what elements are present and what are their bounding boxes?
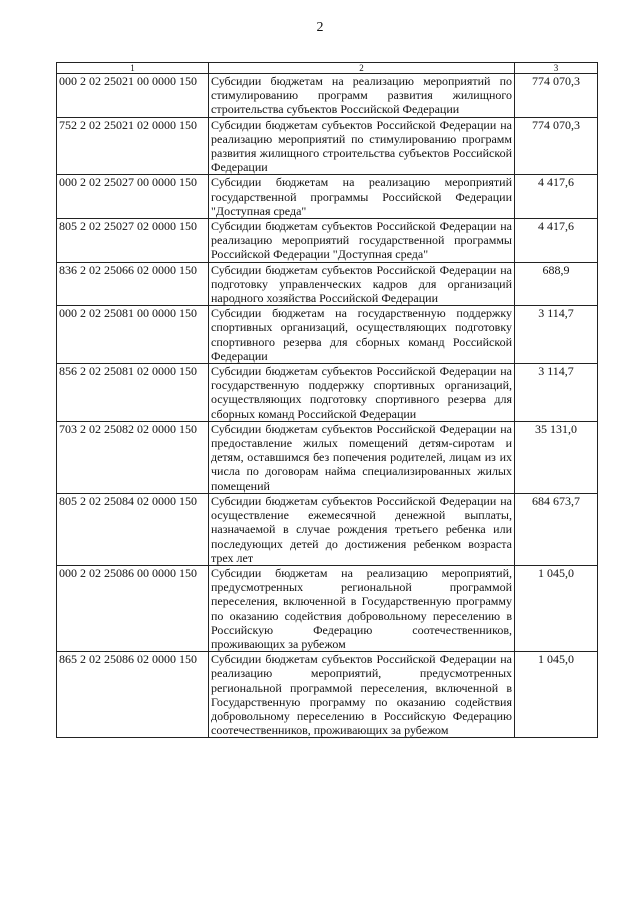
description-cell: Субсидии бюджетам субъектов Российской Федерации на государственную поддержку спортивных организаций, осуществляющих подготовку спортивного резерва для сборных команд Российской Федерации — [209, 364, 515, 422]
table-row — [57, 219, 598, 263]
amount-cell: 684 673,7 — [515, 493, 598, 565]
table-row — [57, 652, 598, 738]
table-row — [57, 364, 598, 422]
amount-cell: 3 114,7 — [515, 306, 598, 364]
budget-code-cell: 865 2 02 25086 02 0000 150 — [57, 652, 209, 738]
table-row — [57, 421, 598, 493]
table-row — [57, 262, 598, 306]
budget-code-cell: 836 2 02 25066 02 0000 150 — [57, 262, 209, 306]
budget-code-cell: 805 2 02 25084 02 0000 150 — [57, 493, 209, 565]
budget-code-cell: 856 2 02 25081 02 0000 150 — [57, 364, 209, 422]
amount-cell: 3 114,7 — [515, 364, 598, 422]
amount-cell: 774 070,3 — [515, 74, 598, 118]
description-cell: Субсидии бюджетам субъектов Российской Федерации на осуществление ежемесячной денежной выплаты, назначаемой в случае рождения третьего ребенка или последующих детей до достижения ребенком возраста трех лет — [209, 493, 515, 565]
budget-code-cell: 703 2 02 25082 02 0000 150 — [57, 421, 209, 493]
table-row — [57, 74, 598, 118]
budget-code-cell: 805 2 02 25027 02 0000 150 — [57, 219, 209, 263]
column-header-code: 1 — [57, 63, 209, 74]
column-header-name: 2 — [209, 63, 515, 74]
description-cell: Субсидии бюджетам на реализацию мероприятий по стимулированию программ развития жилищного строительства субъектов Российской Федерации — [209, 74, 515, 118]
budget-code-cell: 000 2 02 25086 00 0000 150 — [57, 565, 209, 651]
table-row — [57, 493, 598, 565]
header-row — [57, 63, 598, 74]
amount-cell: 1 045,0 — [515, 652, 598, 738]
budget-code-cell: 000 2 02 25027 00 0000 150 — [57, 175, 209, 219]
budget-code-cell: 752 2 02 25021 02 0000 150 — [57, 117, 209, 175]
page-number: 2 — [316, 20, 324, 35]
description-cell: Субсидии бюджетам на реализацию мероприятий государственной программы Российской Федерации "Доступная среда" — [209, 175, 515, 219]
column-header-amount: 3 — [515, 63, 598, 74]
amount-cell: 4 417,6 — [515, 219, 598, 263]
description-cell: Субсидии бюджетам субъектов Российской Федерации на реализацию мероприятий по стимулированию программ развития жилищного строительства субъектов Российской Федерации — [209, 117, 515, 175]
amount-cell: 688,9 — [515, 262, 598, 306]
description-cell: Субсидии бюджетам субъектов Российской Федерации на реализацию мероприятий, предусмотренных региональной программой переселения, включенной в Государственную программу по оказанию содействия добровольному переселению в Российскую Федерацию соотечественников, проживающих за рубежом — [209, 652, 515, 738]
table-row — [57, 306, 598, 364]
amount-cell: 4 417,6 — [515, 175, 598, 219]
budget-table — [56, 62, 598, 738]
budget-code-cell: 000 2 02 25081 00 0000 150 — [57, 306, 209, 364]
budget-table-body — [57, 63, 598, 738]
description-cell: Субсидии бюджетам субъектов Российской Федерации на предоставление жилых помещений детям-сиротам и детям, оставшимся без попечения родителей, лицам из их числа по договорам найма специализированных жилых помещений — [209, 421, 515, 493]
budget-code-cell: 000 2 02 25021 00 0000 150 — [57, 74, 209, 118]
table-row — [57, 565, 598, 651]
amount-cell: 1 045,0 — [515, 565, 598, 651]
amount-cell: 35 131,0 — [515, 421, 598, 493]
table-row — [57, 175, 598, 219]
table-row — [57, 117, 598, 175]
description-cell: Субсидии бюджетам на реализацию мероприятий, предусмотренных региональной программой переселения, включенной в Государственную программу по оказанию содействия добровольному переселению в Российскую Федерацию соотечественников, проживающих за рубежом — [209, 565, 515, 651]
amount-cell: 774 070,3 — [515, 117, 598, 175]
description-cell: Субсидии бюджетам субъектов Российской Федерации на подготовку управленческих кадров для организаций народного хозяйства Российской Федерации — [209, 262, 515, 306]
description-cell: Субсидии бюджетам субъектов Российской Федерации на реализацию мероприятий государственной программы Российской Федерации "Доступная среда" — [209, 219, 515, 263]
description-cell: Субсидии бюджетам на государственную поддержку спортивных организаций, осуществляющих подготовку спортивного резерва для сборных команд Российской Федерации — [209, 306, 515, 364]
